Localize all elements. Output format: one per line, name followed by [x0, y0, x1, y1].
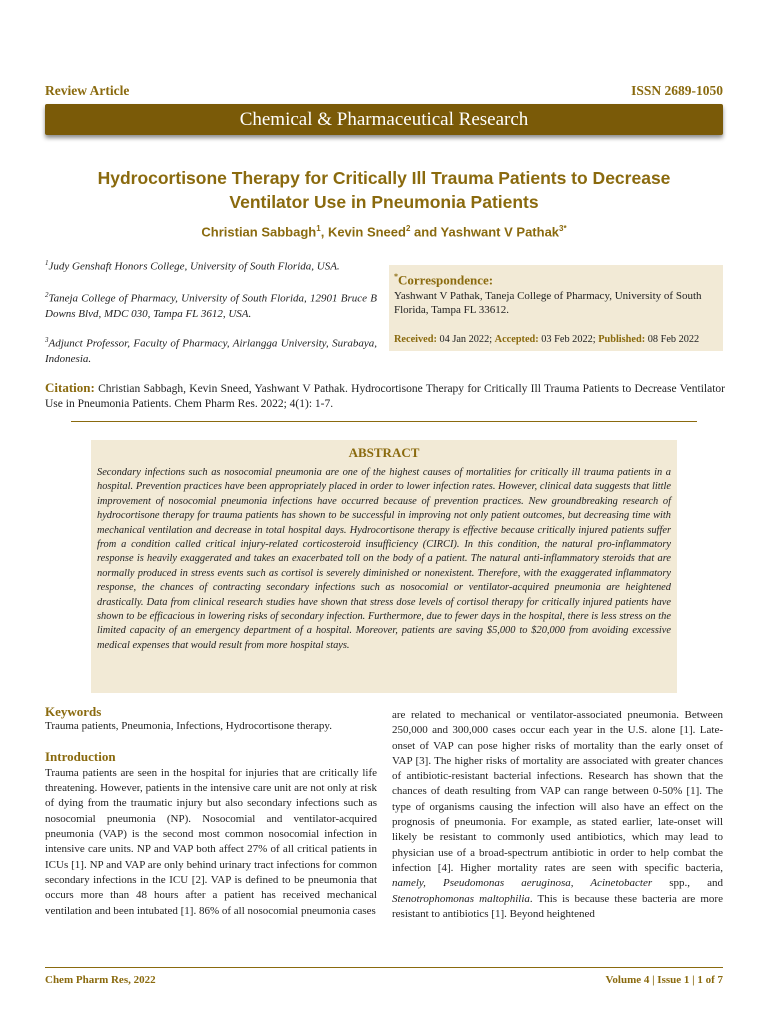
footer-page-info: Volume 4 | Issue 1 | 1 of 7	[605, 974, 723, 986]
author-3: Yashwant V Pathak	[440, 224, 560, 240]
introduction-text: Trauma patients are seen in the hospital for injuries that are critically life threatening. However, patients in the intensive care unit are not only at risk of dying from the traumatic injury but also secondary infections such as nosocomial pneumonia (NP). Nosocomial and ventilator-acquired pneumonia (VAP) is the second most common nosocomial infection in intensive care units. NP and VAP both affect 27% of all critical patients in ICUs [1]. NP and VAP are only behind urinary tract infections for common secondary infections in the ICU [2]. VAP is defined to be pneumonia that occurs more than 48 hours after a patient has received mechanical ventilation and been intubated [1]. 86% of all nosocomial pneumonia cases	[45, 766, 377, 917]
correspondence-box	[389, 265, 723, 351]
accepted-date: 03 Feb 2022;	[538, 334, 599, 345]
paper-title	[40, 166, 728, 214]
affiliation-1	[45, 256, 377, 275]
issn: ISSN 2689-1050	[631, 83, 723, 98]
keywords-text: Trauma patients, Pneumonia, Infections, Hydrocortisone therapy.	[45, 720, 332, 733]
received-date: 04 Jan 2022;	[436, 334, 495, 345]
author-2-sup: 2	[405, 224, 411, 233]
affiliation-2	[45, 288, 377, 322]
body-italic: Stenotrophomonas maltophilia	[392, 892, 530, 905]
keywords-heading: Keywords	[45, 704, 102, 719]
body-text: are related to mechanical or ventilator-associated pneumonia. Between 250,000 and 300,000 cases occur each year in the U.S. alone [1]. Late-onset of VAP can pose higher risks of mortality than the early onset of VAP [3]. The higher risks of mortality are associated with greater chances of antibiotic-resistant bacterial infections. Research has shown that the chances of death resulting from VAP can range between 0-50% [1]. The type of organisms causing the infection will also have an effect on the prognosis of pneumonia. For example, as stated earlier, late-onset will likely be resistant to commonly used antibiotics, which may lead to physician use of a broad-spectrum antibiotic in order to help combat the infection [4]. Higher mortality rates are seen with specific bacteria,	[392, 709, 723, 874]
author-1: Christian Sabbagh	[201, 224, 317, 240]
citation-label: Citation:	[45, 380, 95, 395]
affiliation-text: Adjunct Professor, Faculty of Pharmacy, Airlangga University, Surabaya, Indonesia.	[45, 337, 377, 365]
abstract-box	[91, 440, 677, 693]
author-list	[40, 224, 728, 239]
introduction-heading: Introduction	[45, 748, 116, 764]
top-header	[45, 83, 723, 101]
author-3-sup: 3*	[559, 224, 567, 233]
accepted-label: Accepted:	[494, 334, 539, 345]
author-sep: and	[410, 224, 441, 240]
left-column	[45, 704, 377, 919]
body-italic: namely, Pseudomonas aeruginosa, Acinetobacter	[392, 877, 653, 890]
title-line-2: Ventilator Use in Pneumonia Patients	[229, 192, 539, 212]
citation-text: Christian Sabbagh, Kevin Sneed, Yashwant V Pathak. Hydrocortisone Therapy for Critically Ill Trauma Patients to Decrease Ventilator Use in Pneumonia Patients. Chem Pharm Res. 2022; 4(1): 1-7.	[45, 383, 725, 410]
author-1-sup: 1	[316, 224, 321, 233]
title-line-1: Hydrocortisone Therapy for Critically Ill Trauma Patients to Decrease	[97, 168, 671, 188]
affiliation-sup: 2	[45, 291, 49, 299]
footer-divider	[45, 967, 723, 968]
author-sep: ,	[320, 224, 328, 240]
body-text: spp., and	[652, 877, 723, 890]
article-type: Review Article	[45, 83, 130, 98]
abstract-text: Secondary infections such as nosocomial pneumonia are one of the highest causes of mortalities for critically ill trauma patients in a hospital. Prevention practices have been appropriately placed in order to lower infection rates. However, clinical data suggests that little improvement of nosocomial pneumonia infections have occurred because of prevention practices. New groundbreaking research of hydrocortisone therapy for trauma patients has shown to be successful in improving not only patient outcomes, but decreasing time with mechanical ventilation and decrease in total hospital days. Hydrocortisone therapy is effective because critically injured patients suffer from a condition called critical injury-related corticosteroid insufficiency (CIRCI). In this condition, the natural pro-inflammatory response is heavily exaggerated and takes an exacerbated toll on the body of a patient. The natural anti-inflammatory steroids that are normally produced in stress events such as cortisol is severely diminished or nonexistent. Therefore, with the exaggerated inflammatory response, the chances of contracting secondary infections such as nosocomial or ventilator-acquired pneumonia are heightened drastically. Data from clinical research studies have shown that stress dose levels of cortisol therapy for critically injured patients have shown to be efficacious in lowering risks of secondary infection. Furthermore, due to fewer days in the hospital, there is less stress on the limited capacity of an emergency department of a hospital. Moreover, patients are saving $5,000 to $20,000 from avoiding excessive medical expenses that would result from more hospital stays.	[97, 467, 671, 651]
journal-banner: Chemical & Pharmaceutical Research	[45, 104, 723, 135]
published-date: 08 Feb 2022	[645, 334, 700, 345]
correspondence-heading-text: Correspondence:	[398, 272, 494, 288]
correspondence-heading	[394, 270, 493, 287]
divider	[71, 421, 697, 422]
article-dates	[394, 333, 719, 347]
affiliation-3	[45, 333, 377, 367]
footer-journal: Chem Pharm Res, 2022	[45, 974, 156, 986]
affiliation-text: Judy Genshaft Honors College, University of South Florida, USA.	[48, 260, 340, 273]
affiliation-sup: 1	[45, 259, 49, 267]
affiliation-sup: 3	[45, 336, 49, 344]
right-column	[392, 708, 723, 922]
affiliation-text: Taneja College of Pharmacy, University of South Florida, 12901 Bruce B Downs Blvd, MDC 030, Tampa FL 3612, USA.	[45, 292, 377, 320]
body-text: . This is because these bacteria are more resistant to antibiotics [1]. Beyond heightened	[392, 892, 723, 920]
author-2: Kevin Sneed	[327, 224, 406, 240]
abstract-heading: ABSTRACT	[348, 445, 420, 460]
published-label: Published:	[598, 334, 646, 345]
correspondence-star: *	[394, 272, 398, 281]
citation	[45, 380, 725, 412]
received-label: Received:	[394, 334, 437, 345]
correspondence-text: Yashwant V Pathak, Taneja College of Pharmacy, University of South Florida, Tampa FL 33612.	[394, 290, 702, 316]
